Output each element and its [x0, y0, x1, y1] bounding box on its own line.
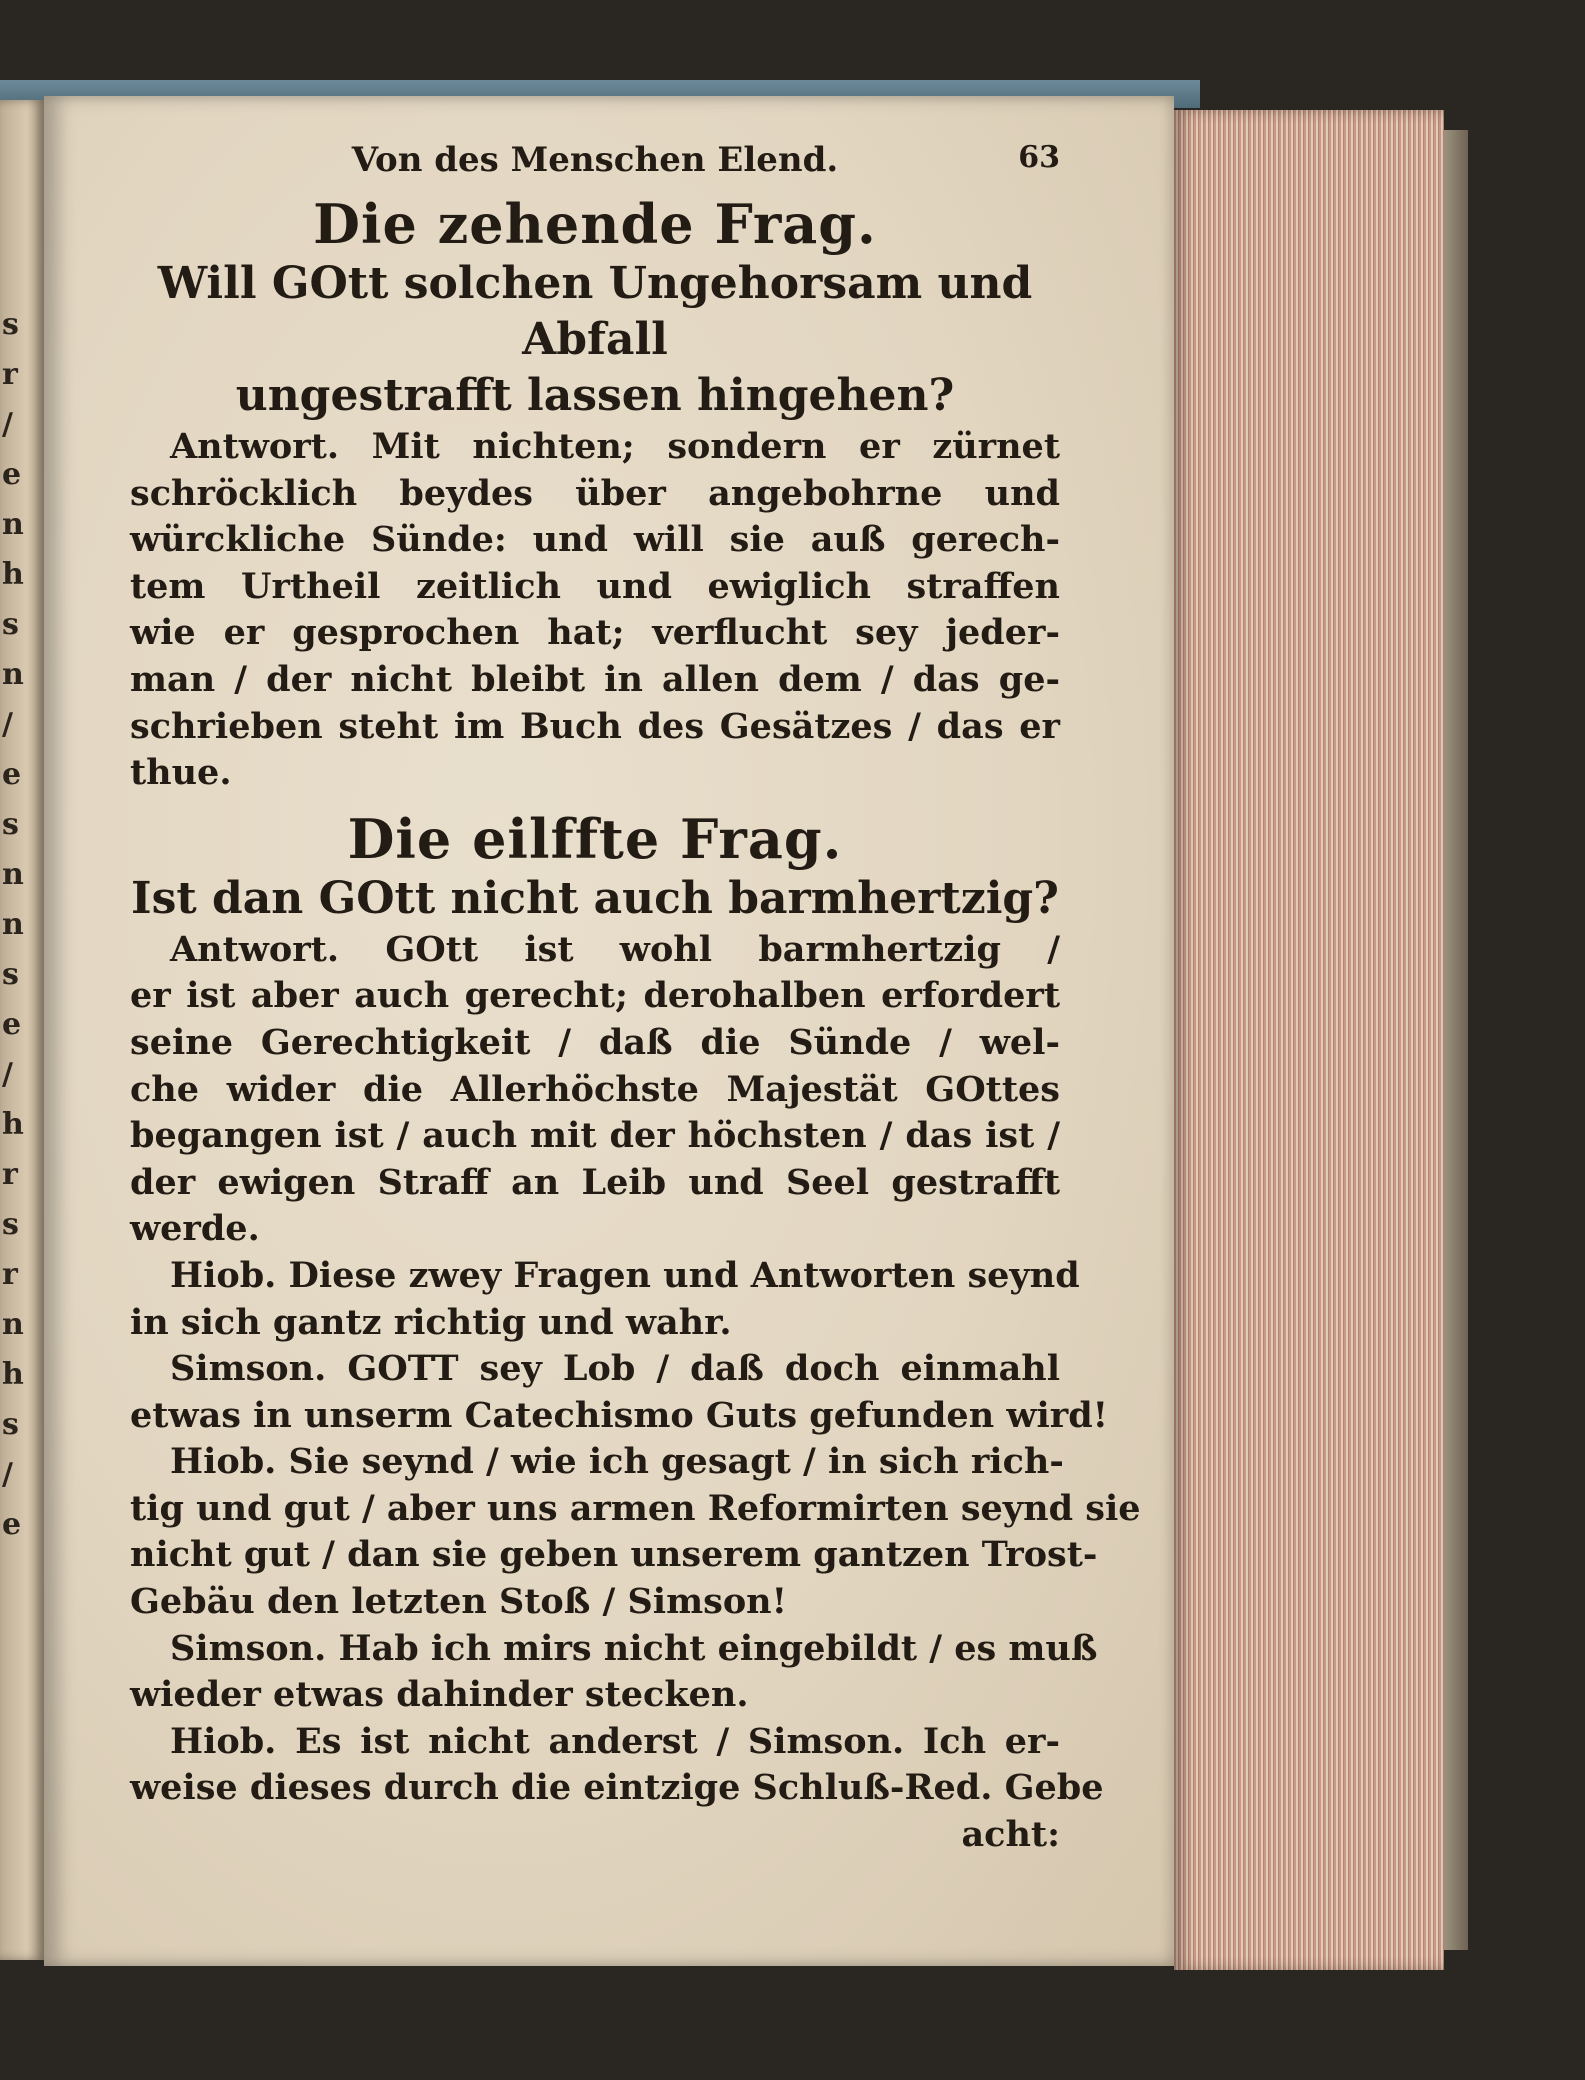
text-line: der ewigen Straff an Leib und Seel gestrafft [130, 1161, 1060, 1203]
text-line: thue. [130, 752, 232, 794]
facing-page-fragment: n [2, 1307, 24, 1342]
facing-page-fragment: s [2, 807, 19, 842]
text-line: etwas in unserm Catechismo Guts gefunden wird! [130, 1394, 1109, 1436]
text-line: weise dieses durch die eintzige Schluß-Red. Gebe [130, 1767, 1104, 1809]
text-line: Gebäu den letzten Stoß / Simson! [130, 1581, 787, 1623]
running-head-title: Von des Menschen Elend. [351, 140, 839, 180]
dialogue-paragraph [130, 1439, 1141, 1625]
facing-page-fragment: / [2, 707, 13, 742]
facing-page-fragment: n [2, 857, 24, 892]
facing-page-fragment: s [2, 957, 19, 992]
dialogue-paragraph [130, 1626, 1098, 1719]
text-line: werde. [130, 1208, 260, 1250]
facing-page-fragment: / [2, 407, 13, 442]
text-line: schrieben steht im Buch des Gesätzes / das er [130, 705, 1060, 747]
running-head [130, 140, 1060, 192]
text-line: er ist aber auch gerecht; derohalben erfordert [130, 975, 1060, 1017]
facing-page-fragment: r [2, 1157, 18, 1192]
facing-page-fragment: h [2, 1107, 24, 1142]
facing-page-fragment: s [2, 1407, 19, 1442]
text-line: tig und gut / aber uns armen Reformirten seynd sie [130, 1487, 1141, 1529]
answer-10 [130, 424, 1060, 797]
text-line: nicht gut / dan sie geben unserem gantzen Trost- [130, 1534, 1098, 1576]
page-text [130, 140, 1141, 1858]
question-10-heading: Die zehende Frag. [313, 192, 877, 256]
text-line: begangen ist / auch mit der höchsten / das ist / [130, 1115, 1060, 1157]
facing-page-fragment: e [2, 757, 22, 792]
facing-page-fragment: / [2, 1057, 13, 1092]
answer-11 [130, 927, 1060, 1253]
dialogue-paragraph [130, 1719, 1104, 1812]
text-line: Simson. Hab ich mirs nicht eingebildt / es muß [170, 1627, 1098, 1669]
facing-page-fragment: e [2, 1507, 22, 1542]
question-11-text [130, 871, 1060, 927]
facing-page-fragment: n [2, 507, 24, 542]
back-cover-edge [1444, 130, 1468, 1950]
text-line: würckliche Sünde: und will sie auß gerech- [130, 519, 1060, 561]
text-line: seine Gerechtigkeit / daß die Sünde / wel- [130, 1021, 1060, 1063]
facing-page-fragment: r [2, 357, 18, 392]
text-line: Hiob. Sie seynd / wie ich gesagt / in sich rich- [170, 1441, 1064, 1483]
text-line: man / der nicht bleibt in allen dem / das ge- [130, 658, 1060, 700]
text-line: in sich gantz richtig und wahr. [130, 1301, 732, 1343]
text-line: tem Urtheil zeitlich und ewiglich straffen [130, 565, 1060, 607]
facing-page-fragment: s [2, 1207, 19, 1242]
page-block-edges [1174, 110, 1444, 1970]
text-line: wieder etwas dahinder stecken. [130, 1674, 749, 1716]
facing-page-fragment: n [2, 657, 24, 692]
facing-page-fragment: s [2, 607, 19, 642]
dialogue-paragraph [130, 1253, 1080, 1346]
text-line: Simson. GOTT sey Lob / daß doch einmahl [170, 1348, 1060, 1390]
question-line: Ist dan GOtt nicht auch barmhertzig? [131, 872, 1059, 924]
facing-page-edge [0, 100, 44, 1960]
facing-page-fragment: h [2, 557, 24, 592]
facing-page-fragment: r [2, 1257, 18, 1292]
question-line: ungestrafft lassen hingehen? [235, 370, 955, 421]
catchword: acht: [961, 1814, 1060, 1856]
question-10-text [130, 256, 1060, 424]
question-line: Will GOtt solchen Ungehorsam und Abfall [157, 258, 1033, 365]
dialogue-paragraph [130, 1346, 1109, 1439]
text-line: wie er gesprochen hat; verflucht sey jeder- [130, 612, 1060, 654]
facing-page-fragment: h [2, 1357, 24, 1392]
question-11-heading: Die eilffte Frag. [347, 806, 843, 871]
facing-page-text-fragments [2, 300, 38, 1550]
facing-page-fragment: s [2, 307, 19, 342]
facing-page-fragment: / [2, 1457, 13, 1492]
text-line: Antwort. Mit nichten; sondern er zürnet [170, 426, 1060, 467]
dialogue [130, 1253, 1141, 1812]
facing-page-fragment: e [2, 1007, 22, 1042]
text-line: che wider die Allerhöchste Majestät GOttes [130, 1068, 1060, 1110]
text-line: Antwort. GOtt ist wohl barmhertzig / [170, 928, 1060, 970]
facing-page-fragment: e [2, 457, 22, 492]
page-number: 63 [1018, 140, 1060, 175]
text-line: Hiob. Es ist nicht anderst / Simson. Ich er- [170, 1720, 1060, 1762]
facing-page-fragment: n [2, 907, 24, 942]
text-line: Hiob. Diese zwey Fragen und Antworten seynd [170, 1254, 1080, 1296]
text-line: schröcklich beydes über angebohrne und [130, 472, 1060, 514]
